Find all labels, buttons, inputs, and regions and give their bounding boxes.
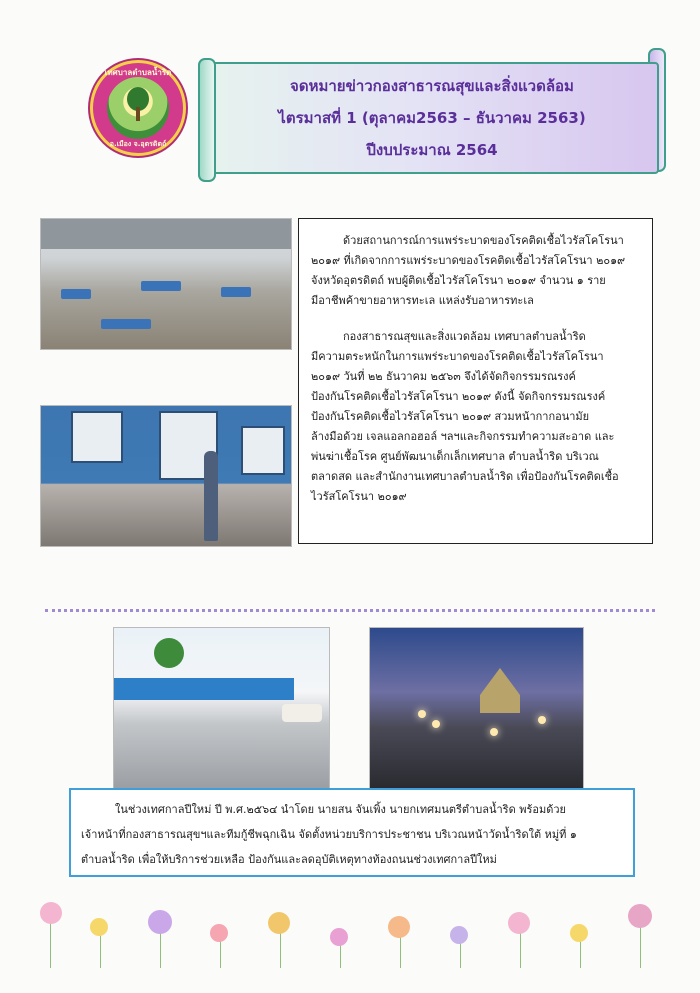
seal-bottom-text: อ.เมือง จ.อุตรดิตถ์ [109, 140, 167, 148]
caption-line2: เจ้าหน้าที่กองสาธารณสุขฯและทีมกู้ชีพฉุกเฉิน จัดตั้งหน่วยบริการประชาชน บริเวณหน้าวัดน้ำริดใต้ หมู่ที่ ๑ [81, 828, 577, 841]
article-p2-line4: ป้องกันโรคติดเชื้อไวรัสโคโรนา ๒๐๑๙ ดังนี้ จัดกิจกรรมรณรงค์ [311, 390, 606, 403]
photo-spraying-child-center [40, 405, 292, 547]
header-quarter: ไตรมาสที่ 1 (ตุลาคม2563 – ธันวาคม 2563) [278, 109, 586, 127]
section-divider [45, 609, 655, 612]
article-p2-line1: กองสาธารณสุขและสิ่งแวดล้อม เทศบาลตำบลน้ำริด [343, 330, 586, 343]
article-p2-line5: ป้องกันโรคติดเชื้อไวรัสโคโรนา ๒๐๑๙ สวมหน้ากากอนามัย [311, 410, 590, 423]
caption-line1: ในช่วงเทศกาลปีใหม่ ปี พ.ศ.๒๕๖๔ นำโดย นายสน จันเพิ้ง นายกเทศมนตรีตำบลน้ำริด พร้อมด้วย [115, 803, 567, 816]
photo-disinfecting-market [40, 218, 292, 350]
article-p1-line2: ๒๐๑๙ ที่เกิดจากการแพร่ระบาดของโรคติดเชื้อไวรัสโคโรนา ๒๐๑๙ [311, 254, 626, 267]
article-box [298, 218, 653, 544]
seal-logo [90, 60, 186, 156]
photo-service-point-night [369, 627, 584, 789]
article-p1-line4: มีอาชีพค้าขายอาหารทะเล แหล่งรับอาหารทะเล [311, 294, 534, 307]
seal-top-text: เทศบาลตำบลน้ำริด [104, 68, 172, 77]
article-p2-line9: ไวรัสโคโรนา ๒๐๑๙ [311, 490, 407, 503]
caption-line3: ตำบลน้ำริด เพื่อให้บริการช่วยเหลือ ป้องกันและลดอุบัติเหตุทางท้องถนนช่วงเทศกาลปีใหม่ [81, 853, 497, 866]
article-p1-line3: จังหวัดอุตรดิตถ์ พบผู้ติดเชื้อไวรัสโคโรนา ๒๐๑๙ จำนวน ๑ ราย [311, 274, 606, 287]
header-title: จดหมายข่าวกองสาธารณสุขและสิ่งแวดล้อม [290, 77, 574, 95]
article-p2-line6: ล้างมือด้วย เจลแอลกอฮอล์ ฯลฯและกิจกรรมทำความสะอาด และ [311, 430, 615, 443]
photo-caption-box [69, 788, 635, 877]
article-p2-line2: มีความตระหนักในการแพร่ระบาดของโรคติดเชื้อไวรัสโคโรนา [311, 350, 604, 363]
article-p1-line1: ด้วยสถานการณ์การแพร่ระบาดของโรคติดเชื้อไวรัสโคโรนา [343, 234, 624, 247]
article-p2-line7: พ่นฆ่าเชื้อโรค ศูนย์พัฒนาเด็กเล็กเทศบาล ตำบลน้ำริด บริเวณ [311, 450, 599, 463]
header-fiscal-year: ปีงบประมาณ 2564 [366, 141, 498, 159]
header-banner [205, 62, 659, 174]
article-p2-line8: ตลาดสด และสำนักงานเทศบาลตำบลน้ำริด เพื่อป้องกันโรคติดเชื้อ [311, 470, 619, 483]
flower-border-decoration [30, 888, 680, 968]
photo-service-tent-day [113, 627, 330, 789]
scroll-left-roll [198, 58, 216, 182]
article-p2-line3: ๒๐๑๙ วันที่ ๒๒ ธันวาคม ๒๕๖๓ จึงได้จัดกิจกรรมรณรงค์ [311, 370, 576, 383]
